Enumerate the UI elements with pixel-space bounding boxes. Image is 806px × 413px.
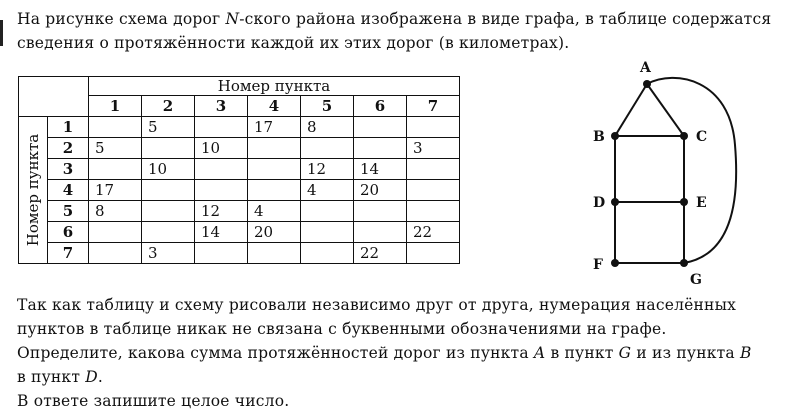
intro-line-2: сведения о протяжённости каждой их этих дорог (в километрах). — [17, 34, 570, 52]
label-b: B — [593, 129, 605, 145]
edge-a-g — [647, 78, 736, 263]
table-top-title: Номер пункта — [89, 77, 460, 96]
table-row — [19, 222, 460, 243]
question-line-4: в пункт D. — [17, 368, 104, 386]
question-paragraph — [17, 293, 792, 413]
table-row — [19, 138, 460, 159]
question-line-1: Так как таблицу и схему рисовали независимо друг от друга, нумерация населённых — [17, 296, 737, 314]
table-row — [19, 201, 460, 222]
table-col-header: 7 — [407, 96, 460, 117]
table-cell: 22 — [407, 222, 460, 243]
table-cell — [248, 159, 301, 180]
node-c — [680, 132, 688, 140]
var-n: N — [225, 10, 240, 28]
intro-paragraph — [17, 7, 797, 55]
table-col-header: 5 — [301, 96, 354, 117]
node-g — [680, 259, 688, 267]
table-cell — [248, 243, 301, 264]
table-cell: 5 — [89, 138, 142, 159]
table-row-header: 3 — [48, 159, 89, 180]
table-cell — [301, 243, 354, 264]
table-row-header: 2 — [48, 138, 89, 159]
table-cell: 10 — [195, 138, 248, 159]
table-cell: 4 — [248, 201, 301, 222]
table-cell — [354, 222, 407, 243]
table-cell — [142, 138, 195, 159]
table-cell: 14 — [195, 222, 248, 243]
table-row-header: 5 — [48, 201, 89, 222]
table-col-header: 1 — [89, 96, 142, 117]
table-cell — [354, 201, 407, 222]
table-cell — [407, 180, 460, 201]
table-cell: 10 — [142, 159, 195, 180]
table-row — [19, 159, 460, 180]
var-a: A — [533, 344, 546, 362]
table-row-header: 6 — [48, 222, 89, 243]
table-cell — [89, 243, 142, 264]
table-cell: 5 — [142, 117, 195, 138]
margin-bar — [0, 20, 3, 46]
table-cell — [301, 222, 354, 243]
table-col-header: 4 — [248, 96, 301, 117]
table-cell — [89, 117, 142, 138]
table-cell — [248, 180, 301, 201]
table-cell — [407, 117, 460, 138]
question-line-2: пунктов в таблице никак не связана с буквенными обозначениями на графе. — [17, 320, 667, 338]
table-cell: 20 — [248, 222, 301, 243]
var-d: D — [85, 368, 98, 386]
table-col-header: 2 — [142, 96, 195, 117]
table-cell: 8 — [89, 201, 142, 222]
table-cell: 3 — [142, 243, 195, 264]
table-row-header: 4 — [48, 180, 89, 201]
table-corner — [19, 77, 89, 117]
table-side-title-text: Номер пункта — [24, 133, 42, 247]
label-a: A — [640, 60, 651, 76]
table-cell — [301, 201, 354, 222]
table-cell: 12 — [195, 201, 248, 222]
edge-a-b — [615, 84, 647, 136]
table-row-header: 1 — [48, 117, 89, 138]
table-cell: 17 — [248, 117, 301, 138]
edge-a-c — [647, 84, 684, 136]
table-cell — [248, 138, 301, 159]
table-cell — [142, 180, 195, 201]
label-c: C — [696, 129, 708, 145]
table-cell — [142, 222, 195, 243]
table-row — [19, 117, 460, 138]
table-cell — [195, 117, 248, 138]
table-row — [19, 180, 460, 201]
label-d: D — [593, 195, 606, 211]
table-cell — [195, 180, 248, 201]
table-col-header: 3 — [195, 96, 248, 117]
table-cell: 17 — [89, 180, 142, 201]
table-cell: 12 — [301, 159, 354, 180]
table-cell — [89, 222, 142, 243]
table-side-title — [19, 117, 48, 264]
table-cell — [89, 159, 142, 180]
table-cell: 20 — [354, 180, 407, 201]
road-graph — [580, 55, 760, 285]
table-cell — [142, 201, 195, 222]
table-cell: 14 — [354, 159, 407, 180]
node-b — [611, 132, 619, 140]
question-line-5: В ответе запишите целое число. — [17, 392, 290, 410]
table-cell — [407, 201, 460, 222]
table-cell: 8 — [301, 117, 354, 138]
var-g: G — [618, 344, 632, 362]
intro-line-1: На рисунке схема дорог N-ского района изображена в виде графа, в таблице содержатся — [17, 10, 772, 28]
table-cell — [195, 159, 248, 180]
label-g: G — [690, 272, 702, 285]
table-cell — [354, 117, 407, 138]
table-cell — [301, 138, 354, 159]
table-cell: 3 — [407, 138, 460, 159]
node-f — [611, 259, 619, 267]
node-a — [643, 80, 651, 88]
table-row-header: 7 — [48, 243, 89, 264]
distance-table — [18, 76, 460, 264]
label-f: F — [593, 257, 603, 273]
table-cell: 22 — [354, 243, 407, 264]
table-cell — [407, 243, 460, 264]
table-col-header: 6 — [354, 96, 407, 117]
table-cell — [195, 243, 248, 264]
table-cell: 4 — [301, 180, 354, 201]
table-header-row-1 — [19, 77, 460, 96]
table-cell — [354, 138, 407, 159]
var-b: B — [739, 344, 752, 362]
question-line-3: Определите, какова сумма протяжённостей дорог из пункта A в пункт G и из пункта B — [17, 344, 752, 362]
table-cell — [407, 159, 460, 180]
node-d — [611, 198, 619, 206]
label-e: E — [696, 195, 707, 211]
table-row — [19, 243, 460, 264]
node-e — [680, 198, 688, 206]
